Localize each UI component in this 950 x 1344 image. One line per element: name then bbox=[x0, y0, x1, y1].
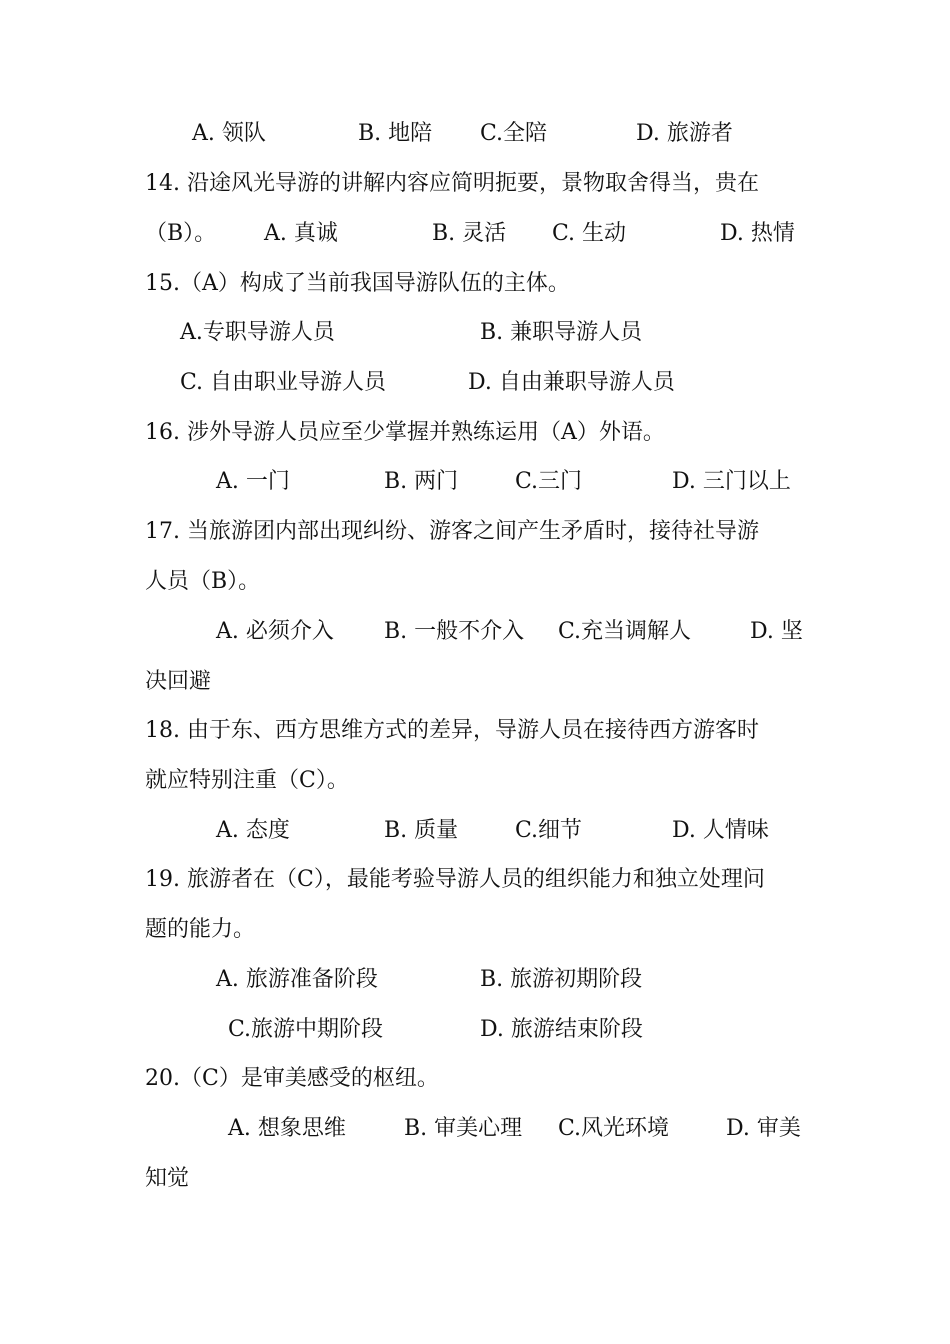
q15-option-c: C. 自由职业导游人员 bbox=[180, 370, 387, 395]
q17-option-a: A. 必须介入 bbox=[216, 619, 334, 644]
q14-option-d: D. 热情 bbox=[720, 221, 795, 246]
q16-stem-line bbox=[0, 413, 950, 453]
q14-option-b: B. 灵活 bbox=[432, 221, 507, 246]
q20-option-b: B. 审美心理 bbox=[404, 1116, 523, 1141]
q15-stem-line bbox=[0, 264, 950, 304]
q14-stem-line1 bbox=[0, 164, 950, 204]
q20-option-d-part2: 知觉 bbox=[145, 1166, 190, 1191]
q19-stem-answer: 题的能力。 bbox=[145, 917, 256, 942]
q20-options-wrap bbox=[0, 1159, 950, 1199]
q13-option-a: A. 领队 bbox=[192, 121, 266, 146]
q19-stem-text: 19. 旅游者在（C），最能考验导游人员的组织能力和独立处理问 bbox=[145, 867, 765, 892]
q18-stem-answer: 就应特别注重（C）。 bbox=[145, 768, 349, 793]
q19-option-a: A. 旅游准备阶段 bbox=[216, 967, 378, 992]
q19-option-b: B. 旅游初期阶段 bbox=[480, 967, 643, 992]
q15-option-a: A.专职导游人员 bbox=[180, 320, 335, 345]
q14-stem-answer: （B）。 bbox=[145, 221, 217, 246]
q17-stem-text: 17. 当旅游团内部出现纠纷、游客之间产生矛盾时，接待社导游 bbox=[145, 519, 759, 544]
q20-option-a: A. 想象思维 bbox=[228, 1116, 346, 1141]
q20-option-c: C.风光环境 bbox=[558, 1116, 670, 1141]
q17-option-c: C.充当调解人 bbox=[558, 619, 692, 644]
q17-option-b: B. 一般不介入 bbox=[384, 619, 525, 644]
q14-stem-line2 bbox=[0, 214, 950, 254]
q19-stem-line1 bbox=[0, 860, 950, 900]
q13-option-d: D. 旅游者 bbox=[636, 121, 733, 146]
q13-options bbox=[0, 114, 950, 154]
q14-option-a: A. 真诚 bbox=[264, 221, 338, 246]
q17-stem-line1 bbox=[0, 512, 950, 552]
q18-options bbox=[0, 811, 950, 851]
q15-options-row2 bbox=[0, 363, 950, 403]
q14-stem-text: 14. 沿途风光导游的讲解内容应简明扼要，景物取舍得当，贵在 bbox=[145, 171, 759, 196]
q18-option-d: D. 人情味 bbox=[672, 818, 769, 843]
q13-option-b: B. 地陪 bbox=[358, 121, 433, 146]
q15-option-d: D. 自由兼职导游人员 bbox=[468, 370, 675, 395]
q19-option-c: C.旅游中期阶段 bbox=[228, 1017, 384, 1042]
q19-options-row1 bbox=[0, 960, 950, 1000]
q16-stem-text: 16. 涉外导游人员应至少掌握并熟练运用（A）外语。 bbox=[145, 420, 665, 445]
q18-stem-line2 bbox=[0, 761, 950, 801]
q19-options-row2 bbox=[0, 1010, 950, 1050]
q18-option-b: B. 质量 bbox=[384, 818, 459, 843]
q20-option-d-part1: D. 审美 bbox=[726, 1116, 801, 1141]
q17-options-wrap bbox=[0, 662, 950, 702]
q17-option-d-part1: D. 坚 bbox=[750, 619, 803, 644]
q14-option-c: C. 生动 bbox=[552, 221, 627, 246]
q16-option-a: A. 一门 bbox=[216, 469, 290, 494]
q16-options bbox=[0, 462, 950, 502]
q16-option-d: D. 三门以上 bbox=[672, 469, 791, 494]
q15-stem-text: 15.（A）构成了当前我国导游队伍的主体。 bbox=[145, 271, 570, 296]
q20-stem-text: 20.（C）是审美感受的枢纽。 bbox=[145, 1066, 439, 1091]
q20-options bbox=[0, 1109, 950, 1149]
q19-stem-line2 bbox=[0, 910, 950, 950]
q17-stem-answer: 人员（B）。 bbox=[145, 569, 261, 594]
q17-stem-line2 bbox=[0, 562, 950, 602]
q15-options-row1 bbox=[0, 313, 950, 353]
q17-options bbox=[0, 612, 950, 652]
q16-option-c: C.三门 bbox=[515, 469, 583, 494]
q18-option-a: A. 态度 bbox=[216, 818, 290, 843]
q18-stem-line1 bbox=[0, 711, 950, 751]
q16-option-b: B. 两门 bbox=[384, 469, 459, 494]
q18-option-c: C.细节 bbox=[515, 818, 583, 843]
q18-stem-text: 18. 由于东、西方思维方式的差异，导游人员在接待西方游客时 bbox=[145, 718, 759, 743]
q19-option-d: D. 旅游结束阶段 bbox=[480, 1017, 643, 1042]
q13-option-c: C.全陪 bbox=[480, 121, 548, 146]
q17-option-d-part2: 决回避 bbox=[145, 669, 212, 694]
q15-option-b: B. 兼职导游人员 bbox=[480, 320, 643, 345]
q20-stem-line bbox=[0, 1059, 950, 1099]
